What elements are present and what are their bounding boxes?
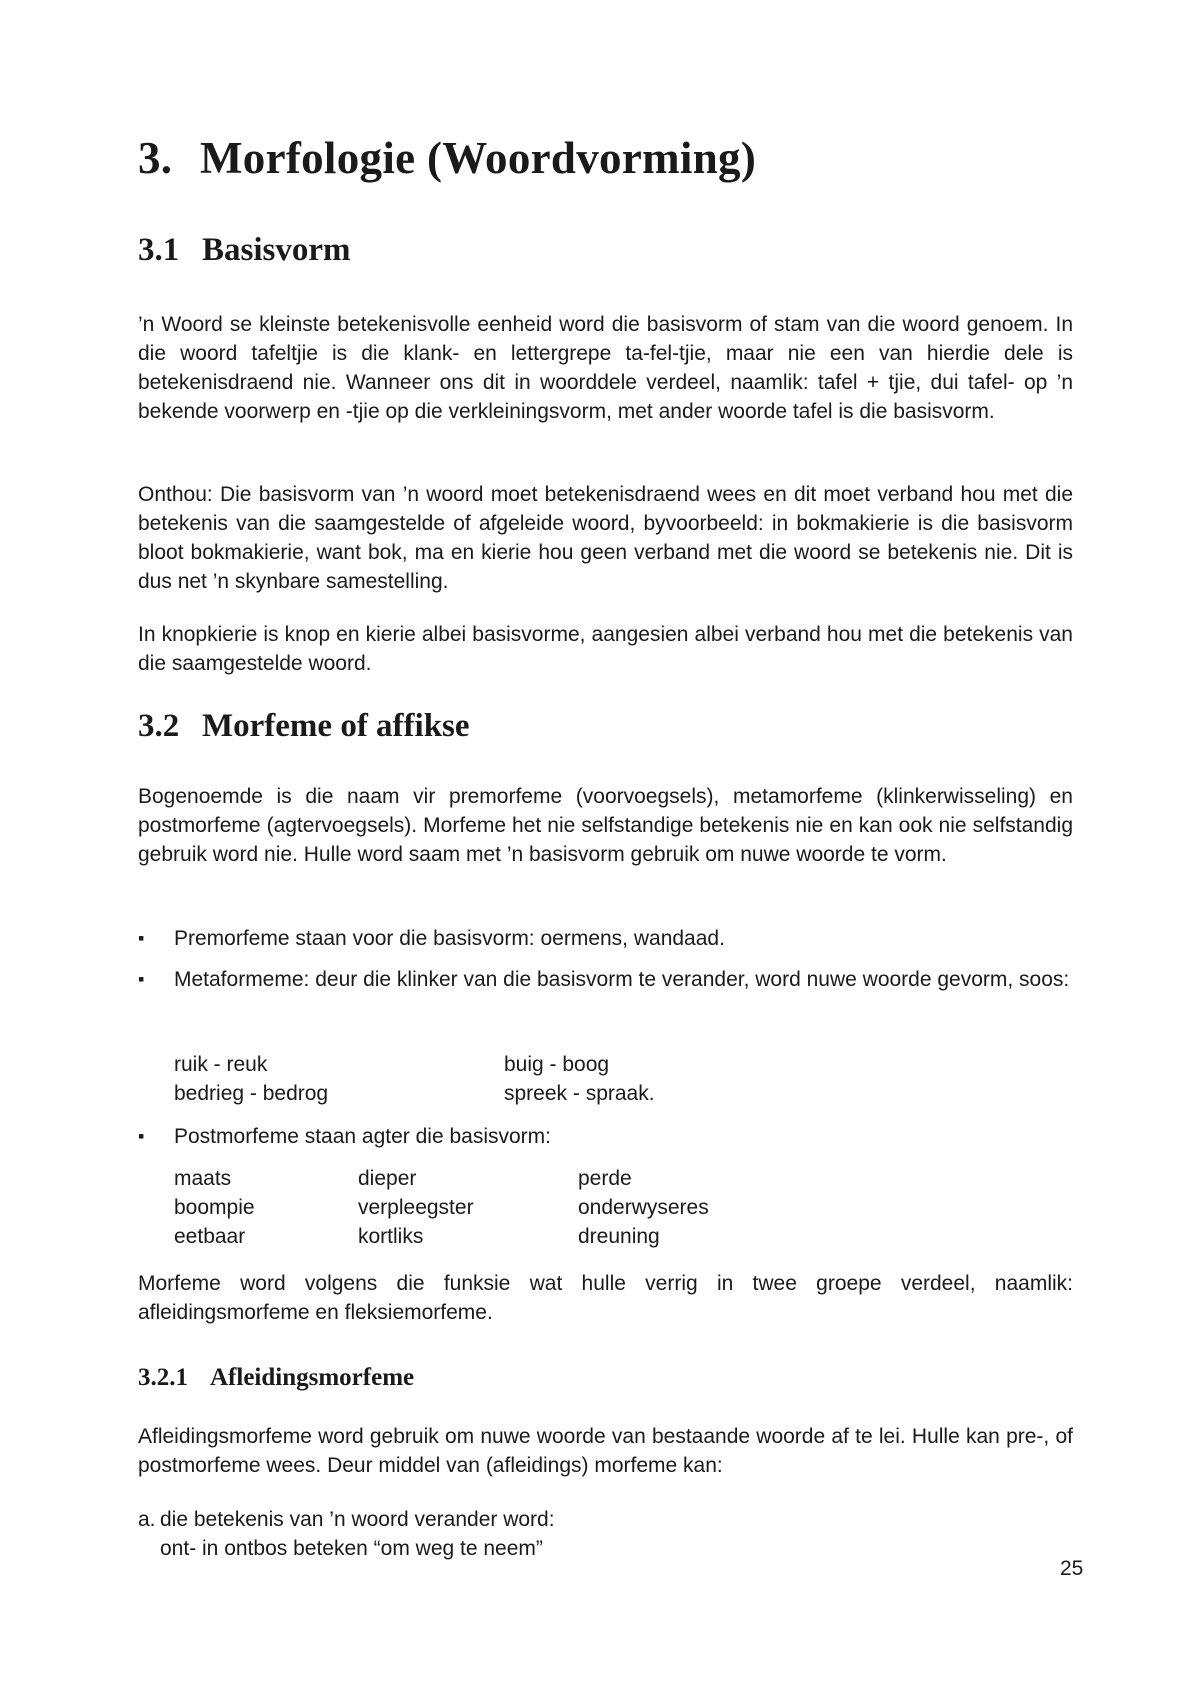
example-cell: verpleegster xyxy=(358,1196,474,1219)
chapter-number: 3. xyxy=(138,133,173,183)
bullet-text: Metaformeme: deur die klinker van die basisvorm te verander, word nuwe woorde gevorm, soos: xyxy=(174,968,1070,991)
subsection-title: Afleidingsmorfeme xyxy=(210,1364,415,1391)
list-item-example: ont- in ontbos beteken “om weg te neem” xyxy=(160,1537,543,1560)
bullet-marker: ▪ xyxy=(138,1126,145,1146)
page-number: 25 xyxy=(1060,1557,1084,1580)
metamorfeme-examples xyxy=(174,1050,655,1108)
example-cell: boompie xyxy=(174,1196,255,1219)
example-cell: ruik - reuk xyxy=(174,1053,268,1076)
example-row xyxy=(174,1222,709,1251)
example-cell: dieper xyxy=(358,1167,417,1190)
paragraph-morfeme-groepe: Morfeme word volgens die funksie wat hulle verrig in twee groepe verdeel, naamlik: afleidingsmorfeme en fleksiemorfeme. xyxy=(138,1272,1073,1324)
postmorfeme-examples xyxy=(174,1164,709,1251)
example-cell: onderwyseres xyxy=(578,1196,709,1219)
section-title: Basisvorm xyxy=(202,232,351,268)
paragraph-onthou: Onthou: Die basisvorm van ’n woord moet betekenisdraend wees en dit moet verband hou met die betekenis van die saamgestelde of afgeleide woord, byvoorbeeld: in bokmakierie is die basisvorm bloot bokmakierie, want bok, ma en kierie hou geen verband met die woord se betekenis nie. Dit is dus net ’n skynbare samestelling. xyxy=(138,483,1073,593)
chapter-heading xyxy=(138,132,756,184)
example-cell: eetbaar xyxy=(174,1225,246,1248)
example-cell: dreuning xyxy=(578,1225,660,1248)
bullet-marker: ▪ xyxy=(138,969,145,989)
section-number: 3.1 xyxy=(138,232,180,268)
list-marker: a. xyxy=(138,1508,156,1531)
example-cell: kortliks xyxy=(358,1225,424,1248)
example-cell: maats xyxy=(174,1167,232,1190)
example-row xyxy=(174,1164,709,1193)
paragraph-knopkierie: In knopkierie is knop en kierie albei basisvorme, aangesien albei verband hou met die betekenis van die saamgestelde woord. xyxy=(138,623,1073,675)
section-title: Morfeme of affikse xyxy=(202,708,470,744)
chapter-title: Morfologie (Woordvorming) xyxy=(200,133,757,183)
bullet-marker: ▪ xyxy=(138,928,145,948)
subsection-number: 3.2.1 xyxy=(138,1364,188,1391)
paragraph-morfeme-intro: Bogenoemde is die naam vir premorfeme (voorvoegsels), metamorfeme (klinkerwisseling) en postmorfeme (agtervoegsels). Morfeme het nie selfstandige betekenis nie en kan ook nie selfstandig gebruik word nie. Hulle word saam met ’n basisvorm gebruik om nuwe woorde te vorm. xyxy=(138,785,1073,866)
example-cell: buig - boog xyxy=(504,1053,610,1076)
paragraph-basisvorm-definition: ’n Woord se kleinste betekenisvolle eenheid word die basisvorm of stam van die woord genoem. In die woord tafeltjie is die klank- en lettergrepe ta-fel-tjie, maar nie een van hierdie dele is betekenisdraend nie. Wanneer ons dit in woorddele verdeel, naamlik: tafel + tjie, dui tafel- op ’n bekende voorwerp en -tjie op die verkleiningsvorm, met ander woorde tafel is die basisvorm. xyxy=(138,313,1073,423)
section-number: 3.2 xyxy=(138,708,180,744)
example-row xyxy=(174,1193,709,1222)
subsection-heading-3-2-1 xyxy=(138,1364,414,1392)
bullet-text: Premorfeme staan voor die basisvorm: oermens, wandaad. xyxy=(174,927,725,950)
example-row xyxy=(174,1079,655,1108)
section-heading-3-2 xyxy=(138,708,470,745)
paragraph-afleidingsmorfeme: Afleidingsmorfeme word gebruik om nuwe woorde van bestaande woorde af te lei. Hulle kan pre-, of postmorfeme wees. Deur middel van (afleidings) morfeme kan: xyxy=(138,1425,1073,1477)
section-heading-3-1 xyxy=(138,232,351,269)
example-cell: bedrieg - bedrog xyxy=(174,1082,329,1105)
bullet-text: Postmorfeme staan agter die basisvorm: xyxy=(174,1125,551,1148)
list-item-text: die betekenis van ’n woord verander word: xyxy=(160,1508,555,1531)
example-cell: perde xyxy=(578,1167,632,1190)
example-row xyxy=(174,1050,655,1079)
example-cell: spreek - spraak. xyxy=(504,1082,655,1105)
